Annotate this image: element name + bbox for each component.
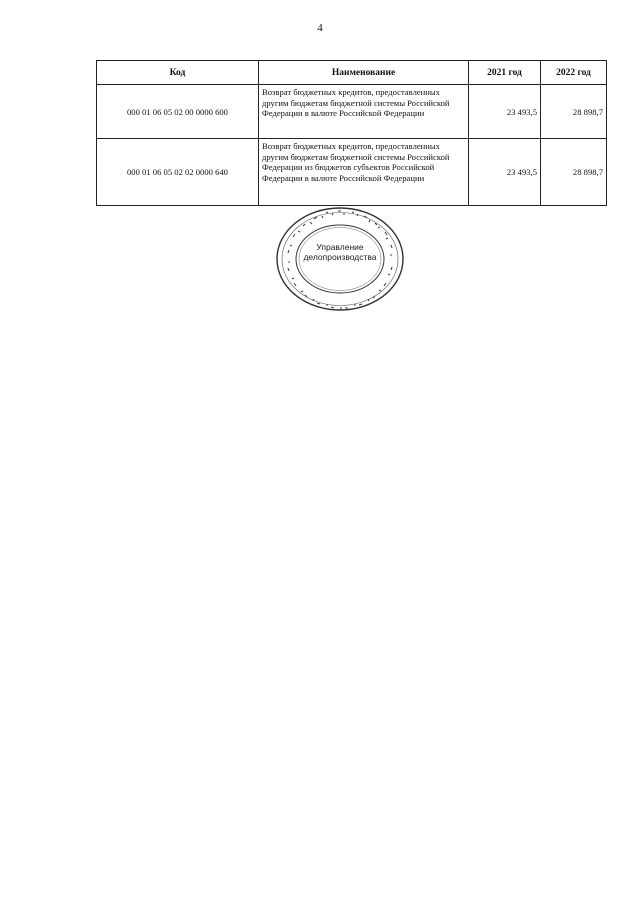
header-code: Код — [97, 61, 259, 85]
cell-code: 000 01 06 05 02 00 0000 600 — [97, 85, 259, 139]
table-row — [97, 85, 607, 139]
stamp-line-1: Управление — [316, 242, 364, 252]
cell-2021: 23 493,5 — [469, 139, 541, 206]
header-name: Наименование — [259, 61, 469, 85]
header-2022: 2022 год — [541, 61, 607, 85]
budget-table — [96, 60, 607, 206]
cell-2022: 28 898,7 — [541, 139, 607, 206]
cell-2021: 23 493,5 — [469, 85, 541, 139]
table-row — [97, 139, 607, 206]
stamp-line-2: делопроизводства — [303, 252, 377, 262]
page-number: 4 — [317, 22, 323, 34]
cell-name: Возврат бюджетных кредитов, предоставленных другим бюджетам бюджетной системы Российской Федерации из бюджетов субъектов Российской Федерации в валюте Российской Федерации — [259, 139, 469, 206]
header-2021: 2021 год — [469, 61, 541, 85]
cell-2022: 28 898,7 — [541, 85, 607, 139]
cell-code: 000 01 06 05 02 02 0000 640 — [97, 139, 259, 206]
official-stamp — [274, 205, 406, 313]
table-header-row — [97, 61, 607, 85]
cell-name: Возврат бюджетных кредитов, предоставленных другим бюджетам бюджетной системы Российской Федерации в валюте Российской Федерации — [259, 85, 469, 139]
